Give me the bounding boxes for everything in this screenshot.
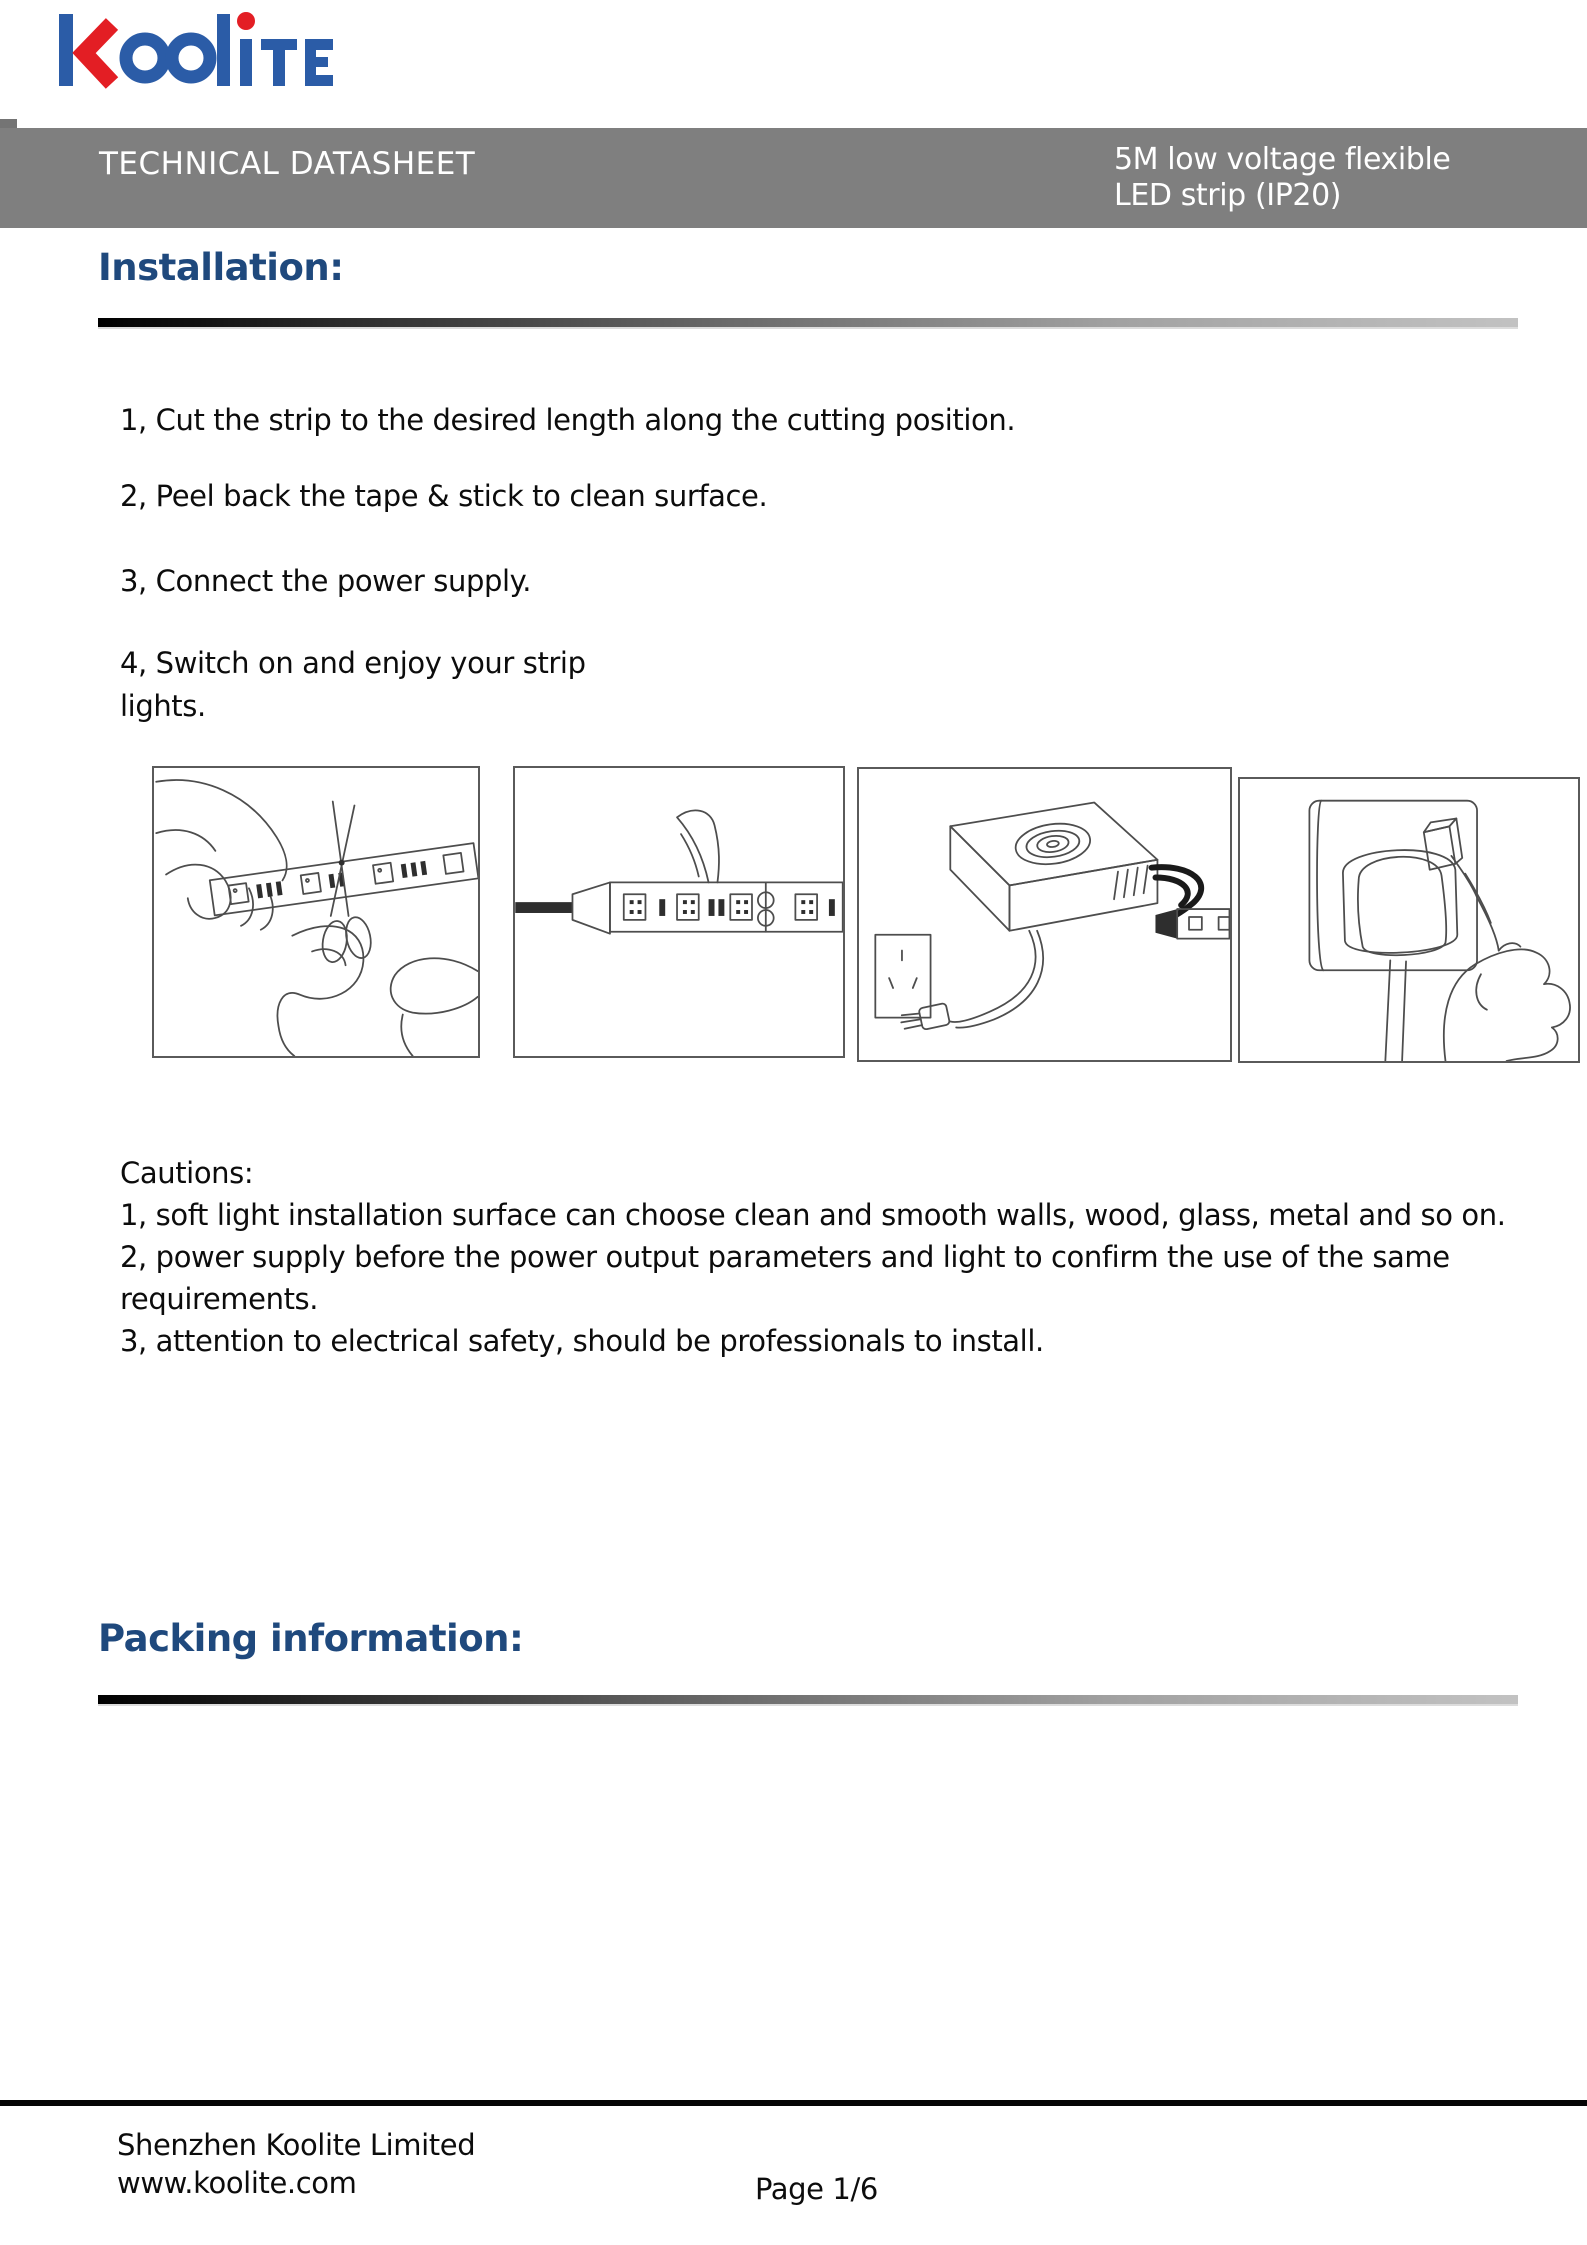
connect-power-supply-illustration bbox=[857, 767, 1232, 1062]
koolite-logo bbox=[44, 6, 354, 94]
cut-strip-illustration bbox=[152, 766, 480, 1058]
installation-heading: Installation: bbox=[98, 246, 344, 289]
peel-tape-drawing bbox=[515, 768, 843, 1056]
cautions-block bbox=[120, 1152, 1515, 1362]
switch-on-illustration bbox=[1238, 777, 1580, 1063]
connect-power-drawing bbox=[859, 769, 1230, 1060]
footer-rule bbox=[0, 2100, 1587, 2106]
caution-item-3: 3, attention to electrical safety, should be professionals to install. bbox=[120, 1324, 1044, 1358]
product-title bbox=[1114, 142, 1450, 214]
document-type-title: TECHNICAL DATASHEET bbox=[99, 146, 476, 182]
product-title-line1: 5M low voltage flexible bbox=[1114, 142, 1451, 177]
packing-information-heading: Packing information: bbox=[98, 1617, 524, 1660]
company-website: www.koolite.com bbox=[117, 2166, 357, 2200]
company-name: Shenzhen Koolite Limited bbox=[117, 2128, 476, 2162]
installation-step-3: 3, Connect the power supply. bbox=[120, 564, 532, 598]
cut-strip-drawing bbox=[154, 768, 478, 1056]
product-title-line2: LED strip (IP20) bbox=[1114, 178, 1342, 213]
installation-step-4: 4, Switch on and enjoy your strip lights. bbox=[120, 646, 586, 723]
page-number: Page 1/6 bbox=[755, 2172, 878, 2206]
caution-item-1: 1, soft light installation surface can choose clean and smooth walls, wood, glass, metal and so on. bbox=[120, 1198, 1506, 1232]
installation-step-2: 2, Peel back the tape & stick to clean surface. bbox=[120, 479, 768, 513]
installation-step-1: 1, Cut the strip to the desired length along the cutting position. bbox=[120, 403, 1016, 437]
cautions-heading: Cautions: bbox=[120, 1156, 254, 1190]
caution-item-2: 2, power supply before the power output parameters and light to confirm the use of the same requirements. bbox=[120, 1240, 1450, 1316]
section-divider-rule-2 bbox=[98, 1695, 1518, 1706]
footer-company-block bbox=[117, 2126, 475, 2202]
switch-on-drawing bbox=[1240, 779, 1578, 1061]
peel-tape-illustration bbox=[513, 766, 845, 1058]
section-divider-rule bbox=[98, 318, 1518, 329]
